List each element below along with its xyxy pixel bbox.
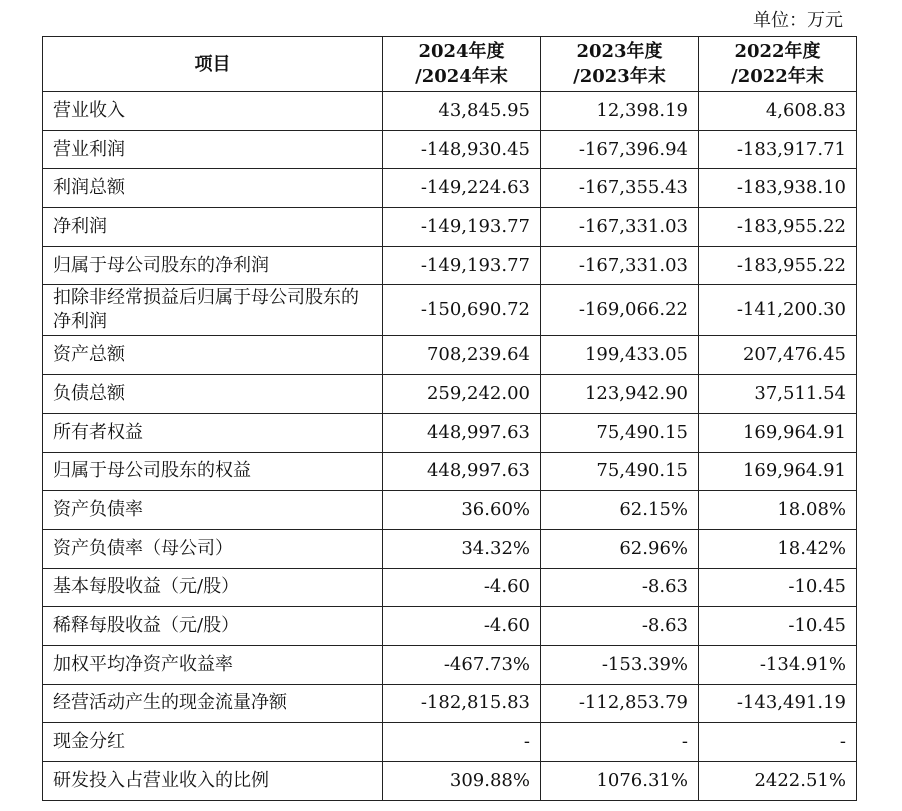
value-2024: 43,845.95 bbox=[383, 92, 541, 131]
financial-data-table bbox=[42, 36, 857, 801]
value-2022: -183,917.71 bbox=[699, 130, 857, 169]
value-2024: -4.60 bbox=[383, 607, 541, 646]
value-2023: 75,490.15 bbox=[541, 452, 699, 491]
header-2024-line1: 2024年度 bbox=[418, 41, 505, 62]
value-2024: 708,239.64 bbox=[383, 336, 541, 375]
table-row bbox=[43, 336, 857, 375]
table-row bbox=[43, 375, 857, 414]
header-2022 bbox=[699, 37, 857, 92]
value-2023: -153.39% bbox=[541, 645, 699, 684]
table-row bbox=[43, 130, 857, 169]
value-2024: -149,193.77 bbox=[383, 208, 541, 247]
value-2022: -10.45 bbox=[699, 607, 857, 646]
table-row bbox=[43, 208, 857, 247]
table-row bbox=[43, 529, 857, 568]
value-2024: -148,930.45 bbox=[383, 130, 541, 169]
table-row bbox=[43, 762, 857, 801]
value-2022: -134.91% bbox=[699, 645, 857, 684]
value-2022: 169,964.91 bbox=[699, 413, 857, 452]
table-row bbox=[43, 723, 857, 762]
value-2024: -150,690.72 bbox=[383, 285, 541, 336]
table-row bbox=[43, 169, 857, 208]
row-label: 负债总额 bbox=[43, 375, 383, 414]
value-2022: 4,608.83 bbox=[699, 92, 857, 131]
value-2023: -167,355.43 bbox=[541, 169, 699, 208]
value-2023: -167,396.94 bbox=[541, 130, 699, 169]
value-2023: 12,398.19 bbox=[541, 92, 699, 131]
value-2024: 309.88% bbox=[383, 762, 541, 801]
value-2023: 62.15% bbox=[541, 491, 699, 530]
value-2024: 448,997.63 bbox=[383, 452, 541, 491]
row-label: 净利润 bbox=[43, 208, 383, 247]
value-2022: -183,955.22 bbox=[699, 246, 857, 285]
header-2024-line2: /2024年末 bbox=[415, 66, 508, 87]
row-label: 资产总额 bbox=[43, 336, 383, 375]
value-2022: 18.08% bbox=[699, 491, 857, 530]
value-2022: 207,476.45 bbox=[699, 336, 857, 375]
value-2023: -167,331.03 bbox=[541, 246, 699, 285]
row-label: 营业收入 bbox=[43, 92, 383, 131]
header-item bbox=[43, 37, 383, 92]
row-label: 归属于母公司股东的权益 bbox=[43, 452, 383, 491]
unit-label: 单位：万元 bbox=[753, 10, 843, 31]
header-2023-line1: 2023年度 bbox=[576, 41, 663, 62]
header-2023 bbox=[541, 37, 699, 92]
value-2023: -8.63 bbox=[541, 607, 699, 646]
value-2024: -182,815.83 bbox=[383, 684, 541, 723]
value-2024: 259,242.00 bbox=[383, 375, 541, 414]
value-2023: -112,853.79 bbox=[541, 684, 699, 723]
table-row bbox=[43, 568, 857, 607]
value-2023: 1076.31% bbox=[541, 762, 699, 801]
value-2024: 448,997.63 bbox=[383, 413, 541, 452]
value-2023: 199,433.05 bbox=[541, 336, 699, 375]
row-label: 扣除非经常损益后归属于母公司股东的净利润 bbox=[43, 285, 383, 336]
table-row bbox=[43, 607, 857, 646]
table-row bbox=[43, 246, 857, 285]
value-2022: 37,511.54 bbox=[699, 375, 857, 414]
row-label: 资产负债率 bbox=[43, 491, 383, 530]
value-2024: 36.60% bbox=[383, 491, 541, 530]
value-2022: -141,200.30 bbox=[699, 285, 857, 336]
header-2022-line2: /2022年末 bbox=[731, 66, 824, 87]
value-2022: 2422.51% bbox=[699, 762, 857, 801]
value-2022: -183,955.22 bbox=[699, 208, 857, 247]
value-2022: 169,964.91 bbox=[699, 452, 857, 491]
value-2023: -8.63 bbox=[541, 568, 699, 607]
table-row bbox=[43, 491, 857, 530]
table-row bbox=[43, 92, 857, 131]
header-2024 bbox=[383, 37, 541, 92]
table-body bbox=[43, 92, 857, 801]
value-2022: -10.45 bbox=[699, 568, 857, 607]
row-label: 稀释每股收益（元/股） bbox=[43, 607, 383, 646]
value-2023: 75,490.15 bbox=[541, 413, 699, 452]
row-label: 经营活动产生的现金流量净额 bbox=[43, 684, 383, 723]
value-2023: - bbox=[541, 723, 699, 762]
row-label: 现金分红 bbox=[43, 723, 383, 762]
header-2023-line2: /2023年末 bbox=[573, 66, 666, 87]
table-row bbox=[43, 645, 857, 684]
table-row bbox=[43, 413, 857, 452]
header-2022-line1: 2022年度 bbox=[734, 41, 821, 62]
row-label: 归属于母公司股东的净利润 bbox=[43, 246, 383, 285]
table-row bbox=[43, 285, 857, 336]
row-label: 加权平均净资产收益率 bbox=[43, 645, 383, 684]
table-header bbox=[43, 37, 857, 92]
row-label: 营业利润 bbox=[43, 130, 383, 169]
value-2023: -167,331.03 bbox=[541, 208, 699, 247]
value-2024: -149,193.77 bbox=[383, 246, 541, 285]
header-item-label: 项目 bbox=[194, 53, 231, 75]
value-2023: 62.96% bbox=[541, 529, 699, 568]
value-2024: -467.73% bbox=[383, 645, 541, 684]
value-2023: -169,066.22 bbox=[541, 285, 699, 336]
value-2022: -143,491.19 bbox=[699, 684, 857, 723]
table-row bbox=[43, 452, 857, 491]
table-row bbox=[43, 684, 857, 723]
row-label: 资产负债率（母公司） bbox=[43, 529, 383, 568]
value-2022: 18.42% bbox=[699, 529, 857, 568]
row-label: 所有者权益 bbox=[43, 413, 383, 452]
value-2022: - bbox=[699, 723, 857, 762]
row-label: 基本每股收益（元/股） bbox=[43, 568, 383, 607]
row-label: 利润总额 bbox=[43, 169, 383, 208]
value-2022: -183,938.10 bbox=[699, 169, 857, 208]
value-2023: 123,942.90 bbox=[541, 375, 699, 414]
value-2024: 34.32% bbox=[383, 529, 541, 568]
value-2024: -149,224.63 bbox=[383, 169, 541, 208]
value-2024: - bbox=[383, 723, 541, 762]
value-2024: -4.60 bbox=[383, 568, 541, 607]
row-label: 研发投入占营业收入的比例 bbox=[43, 762, 383, 801]
header-row bbox=[43, 37, 857, 92]
